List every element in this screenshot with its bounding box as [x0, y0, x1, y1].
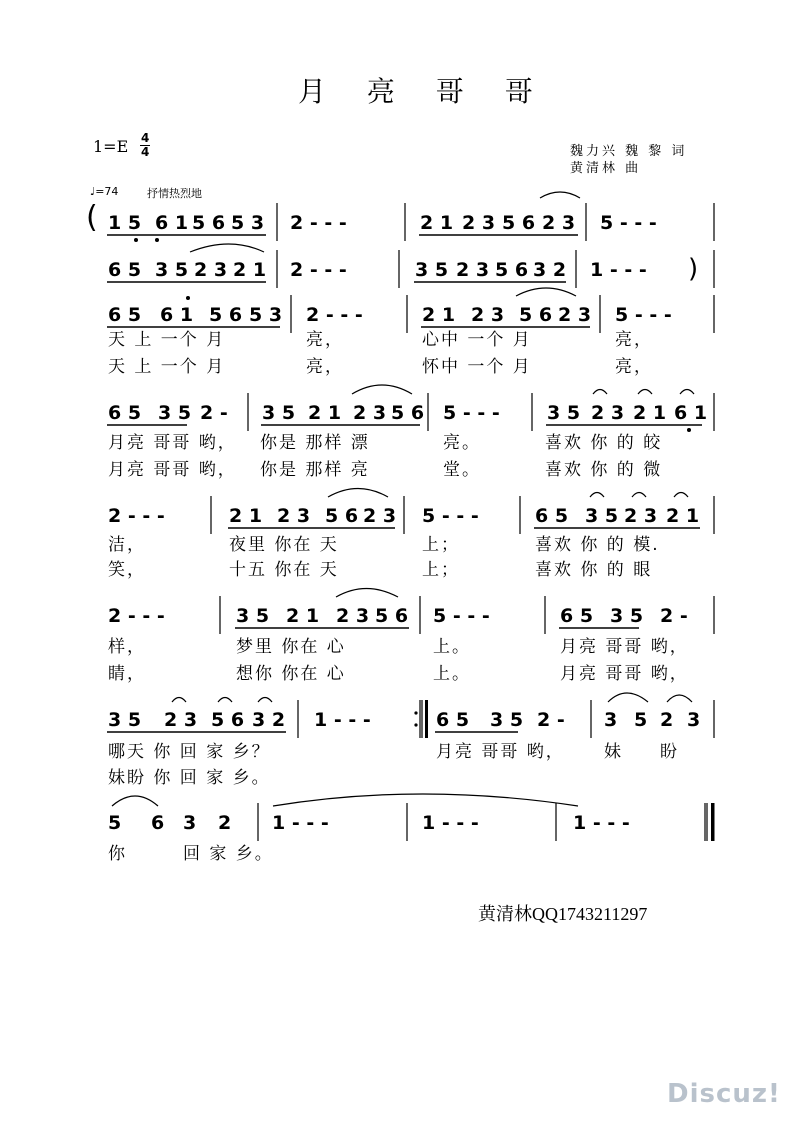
note-group: 2 3 [353, 402, 387, 424]
note-group: 1 - - - [590, 259, 647, 281]
note-group: 5 [108, 812, 122, 834]
note-group: 5 - - - [433, 605, 490, 627]
note-group: 5 - - - [422, 505, 479, 527]
note-group: 2 1 [633, 402, 667, 424]
repeat-sign [414, 700, 428, 738]
lyric: 天 上 一个 月 [108, 357, 226, 377]
note-group: 2 - - - [108, 505, 165, 527]
note-group: 3 [604, 709, 618, 731]
note-group: 2 [660, 709, 674, 731]
note-group: 2 1 [308, 402, 342, 424]
note-group: 1 - - - [573, 812, 630, 834]
note-group: 5 - - - [600, 212, 657, 234]
note-group: 5 6 [375, 605, 409, 627]
note-group: 2 - - - [108, 605, 165, 627]
lyric: 盼 [660, 742, 679, 762]
note-group: 5 - - - [443, 402, 500, 424]
note-group: 3 5 [490, 709, 524, 731]
note-group: 2 1 [229, 505, 263, 527]
lyric: 夜里 你在 天 [229, 535, 339, 555]
note-group: 1 - - - [314, 709, 371, 731]
note-group: 1 5 [108, 212, 142, 234]
composer-credit: 黄清林 曲 [570, 161, 642, 176]
final-barline [707, 803, 715, 841]
note-group: 2 3 [336, 605, 370, 627]
time-signature-bottom: 4 [141, 145, 150, 159]
note-group: 2 3 [591, 402, 625, 424]
lyric: 亮， [306, 330, 344, 350]
lyric: 心中 一个 月 [422, 330, 532, 350]
note-group: 3 5 [585, 505, 619, 527]
lyric: 梦里 你在 心 [236, 637, 346, 657]
lyric: 月亮 哥哥 哟， [436, 742, 565, 762]
lyric: 睛， [108, 664, 146, 684]
repeat-open-paren: ( [86, 200, 98, 235]
note-group: 2 - - - [290, 212, 347, 234]
lyric: 你 [108, 844, 127, 864]
note-group: 2 3 [277, 505, 311, 527]
lyric: 你是 那样 漂 [260, 433, 370, 453]
lyric: 月亮 哥哥 哟， [560, 637, 689, 657]
expression-mark: 抒情热烈地 [147, 187, 202, 200]
note-group: 6 1 [160, 304, 194, 326]
note-group: 3 5 [155, 259, 189, 281]
note-group: 6 5 [108, 402, 142, 424]
lyric: 妹盼 你 回 家 乡。 [108, 768, 271, 788]
lyric: 亮， [306, 357, 344, 377]
note-group: 3 5 [108, 709, 142, 731]
lyric: 亮， [615, 330, 653, 350]
note-group: 5 6 [495, 259, 529, 281]
note-group: 3 5 [262, 402, 296, 424]
lyric: 亮， [615, 357, 653, 377]
note-group: 2 3 [462, 212, 496, 234]
note-group: 2 [218, 812, 232, 834]
lyric: 天 上 一个 月 [108, 330, 226, 350]
note-group: 6 5 [560, 605, 594, 627]
note-group: 5 [634, 709, 648, 731]
lyric: 笑， [108, 560, 146, 580]
note-group: 6 [151, 812, 165, 834]
note-group: 5 3 [249, 304, 283, 326]
lyric: 上； [422, 535, 460, 555]
octave-dots [134, 238, 691, 432]
slurs [112, 192, 694, 806]
note-group: 5 6 [192, 212, 226, 234]
note-group: 2 3 [194, 259, 228, 281]
note-group: 6 5 [108, 304, 142, 326]
lyric: 哪天 你 回 家 乡？ [108, 742, 271, 762]
song-title: 月 亮 哥 哥 [298, 75, 549, 108]
discuz-watermark: Discuz! [667, 1079, 781, 1109]
note-group: 2 3 [456, 259, 490, 281]
note-group: 5 6 [209, 304, 243, 326]
note-group: 5 6 [502, 212, 536, 234]
lyric: 月亮 哥哥 哟， [560, 664, 689, 684]
note-group: 6 5 [535, 505, 569, 527]
key-signature: 1=E [93, 137, 129, 156]
lyric: 上； [422, 560, 460, 580]
lyric: 洁， [108, 535, 146, 555]
lyric: 想你 你在 心 [236, 664, 346, 684]
note-group: 2 1 [666, 505, 700, 527]
note-group: 6 1 [155, 212, 189, 234]
lyric: 喜欢 你 的 模. [535, 535, 660, 555]
note-group: 6 5 [436, 709, 470, 731]
note-group: 5 6 [211, 709, 245, 731]
note-group: 2 3 [624, 505, 658, 527]
lyricist-credit: 魏力兴 魏 黎 词 [570, 144, 688, 159]
tempo-mark: ♩=74 [90, 185, 119, 198]
note-group: 5 6 [325, 505, 359, 527]
note-group: 2 1 [286, 605, 320, 627]
note-group: 2 1 [233, 259, 267, 281]
note-group: 2 - [200, 402, 228, 424]
note-group: 2 - [537, 709, 565, 731]
note-group: 6 1 [674, 402, 708, 424]
lyric: 十五 你在 天 [229, 560, 339, 580]
lyric: 月亮 哥哥 哟， [108, 433, 237, 453]
note-group: 2 1 [422, 304, 456, 326]
note-group: 5 3 [231, 212, 265, 234]
note-group: 2 - - - [306, 304, 363, 326]
note-group: 1 - - - [272, 812, 329, 834]
note-group: 3 5 [610, 605, 644, 627]
lyric: 你是 那样 亮 [260, 460, 370, 480]
lyric: 喜欢 你 的 微 [545, 460, 663, 480]
lyric: 喜欢 你 的 皎 [545, 433, 663, 453]
note-group: 3 2 [252, 709, 286, 731]
transcriber-credit: 黄清林QQ1743211297 [478, 904, 648, 924]
note-group: 2 3 [471, 304, 505, 326]
lyric: 上。 [433, 637, 471, 657]
note-group: 3 5 [158, 402, 192, 424]
lyric: 样， [108, 637, 146, 657]
note-group: 2 1 [420, 212, 454, 234]
note-group: 3 2 [533, 259, 567, 281]
note-group: 2 - [660, 605, 688, 627]
time-signature-top: 4 [141, 131, 150, 145]
lyric: 怀中 一个 月 [422, 357, 532, 377]
lyric: 妹 [604, 742, 623, 762]
note-group: 3 5 [236, 605, 270, 627]
note-group: 3 [183, 812, 197, 834]
lyric: 月亮 哥哥 哟， [108, 460, 237, 480]
note-group: 3 5 [547, 402, 581, 424]
note-group: 3 5 [415, 259, 449, 281]
note-group: 2 3 [164, 709, 198, 731]
lyric: 喜欢 你 的 眼 [535, 560, 653, 580]
note-group: 2 3 [558, 304, 592, 326]
note-group: 3 [687, 709, 701, 731]
note-group: 1 - - - [422, 812, 479, 834]
note-group: 2 3 [363, 505, 397, 527]
lyric: 亮。 [443, 433, 481, 453]
lyric: 堂。 [443, 460, 481, 480]
beam-underlines [107, 235, 702, 732]
note-group: 5 - - - [615, 304, 672, 326]
note-group: 5 6 [391, 402, 425, 424]
repeat-close-paren: ) [688, 254, 699, 284]
note-group: 2 3 [542, 212, 576, 234]
note-group: 5 6 [519, 304, 553, 326]
lyric: 上。 [433, 664, 471, 684]
note-group: 6 5 [108, 259, 142, 281]
lyric: 回 家 乡。 [183, 844, 274, 864]
note-group: 2 - - - [290, 259, 347, 281]
